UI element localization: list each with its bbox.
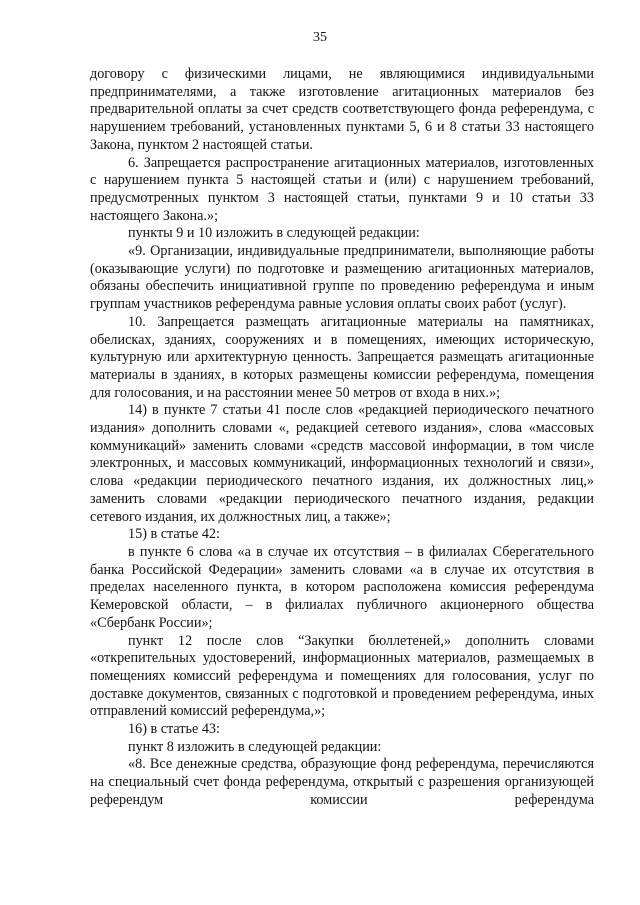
paragraph-item-16: 16) в статье 43:	[128, 721, 220, 738]
paragraph-item-9: «9. Организации, индивидуальные предприниматели, выполняющие работы (оказывающие услуги) по подготовке и размещению агитационных материалов, обязаны обеспечить инициативной группе по проведению референдума и иным группам участников референдума равные условия оплаты своих работ (услуг).	[90, 243, 594, 313]
paragraph-item-10: 10. Запрещается размещать агитационные материалы на памятниках, обелисках, зданиях, сооружениях и в помещениях, имеющих историческую, культурную или архитектурную ценность. Запрещается размещать агитационные материалы в зданиях, в которых размещены комиссии референдума, помещения для голосования, и на расстоянии менее 50 метров от входа в них.»;	[90, 313, 594, 401]
paragraph-amend-point-8: пункт 8 изложить в следующей редакции:	[128, 738, 382, 755]
paragraph-item-8: «8. Все денежные средства, образующие фонд референдума, перечисляются на специальный счет фонда референдума, открытый с разрешения организующей референдум комиссии референдума	[90, 756, 594, 808]
document-body	[90, 66, 594, 810]
paragraph-continuation: договору с физическими лицами, не являющимися индивидуальными предпринимателями, а также изготовление агитационных материалов без предварительной оплаты за счет средств соответствующего фонда референдума, с нарушением требований, установленных пунктами 5, 6 и 8 статьи 33 настоящего Закона, пунктом 2 настоящей статьи.	[90, 66, 594, 153]
paragraph-item-6: 6. Запрещается распространение агитационных материалов, изготовленных с нарушением пункта 5 настоящей статьи и (или) с нарушением требований, предусмотренных пунктом 3 настоящей статьи, пунктами 9 и 10 статьи 33 настоящего Закона.»;	[90, 154, 594, 224]
paragraph-item-14: 14) в пункте 7 статьи 41 после слов «редакцией периодического печатного издания» дополнить словами «, редакцией сетевого издания», слова «массовых коммуникаций» заменить словами «средств массовой информации, в том числе электронных, и массовых коммуникаций, информационных технологий и связи», слова «редакции периодического печатного издания, их должностных лиц,» заменить словами «редакции периодического печатного издания, редакции сетевого издания, их должностных лиц, а также»;	[90, 402, 594, 525]
paragraph-point-12: пункт 12 после слов “Закупки бюллетеней,» дополнить словами «открепительных удостоверений, информационных материалов, размещаемых в помещениях комиссий референдума и помещениях для голосования, услуг по доставке документов, связанных с подготовкой и проведением референдума, иных отправлений комиссий референдума,»;	[90, 632, 594, 720]
page-number: 35	[313, 30, 327, 45]
paragraph-amend-points-9-10: пункты 9 и 10 изложить в следующей редакции:	[128, 225, 420, 242]
paragraph-point-6: в пункте 6 слова «а в случае их отсутствия – в филиалах Сберегательного банка Российской Федерации» заменить словами «а в случае их отсутствия в пределах населенного пункта, в котором расположена комиссия референдума Кемеровской области, – в филиалах публичного акционерного общества «Сбербанк России»;	[90, 543, 594, 631]
paragraph-item-15: 15) в статье 42:	[128, 526, 220, 543]
